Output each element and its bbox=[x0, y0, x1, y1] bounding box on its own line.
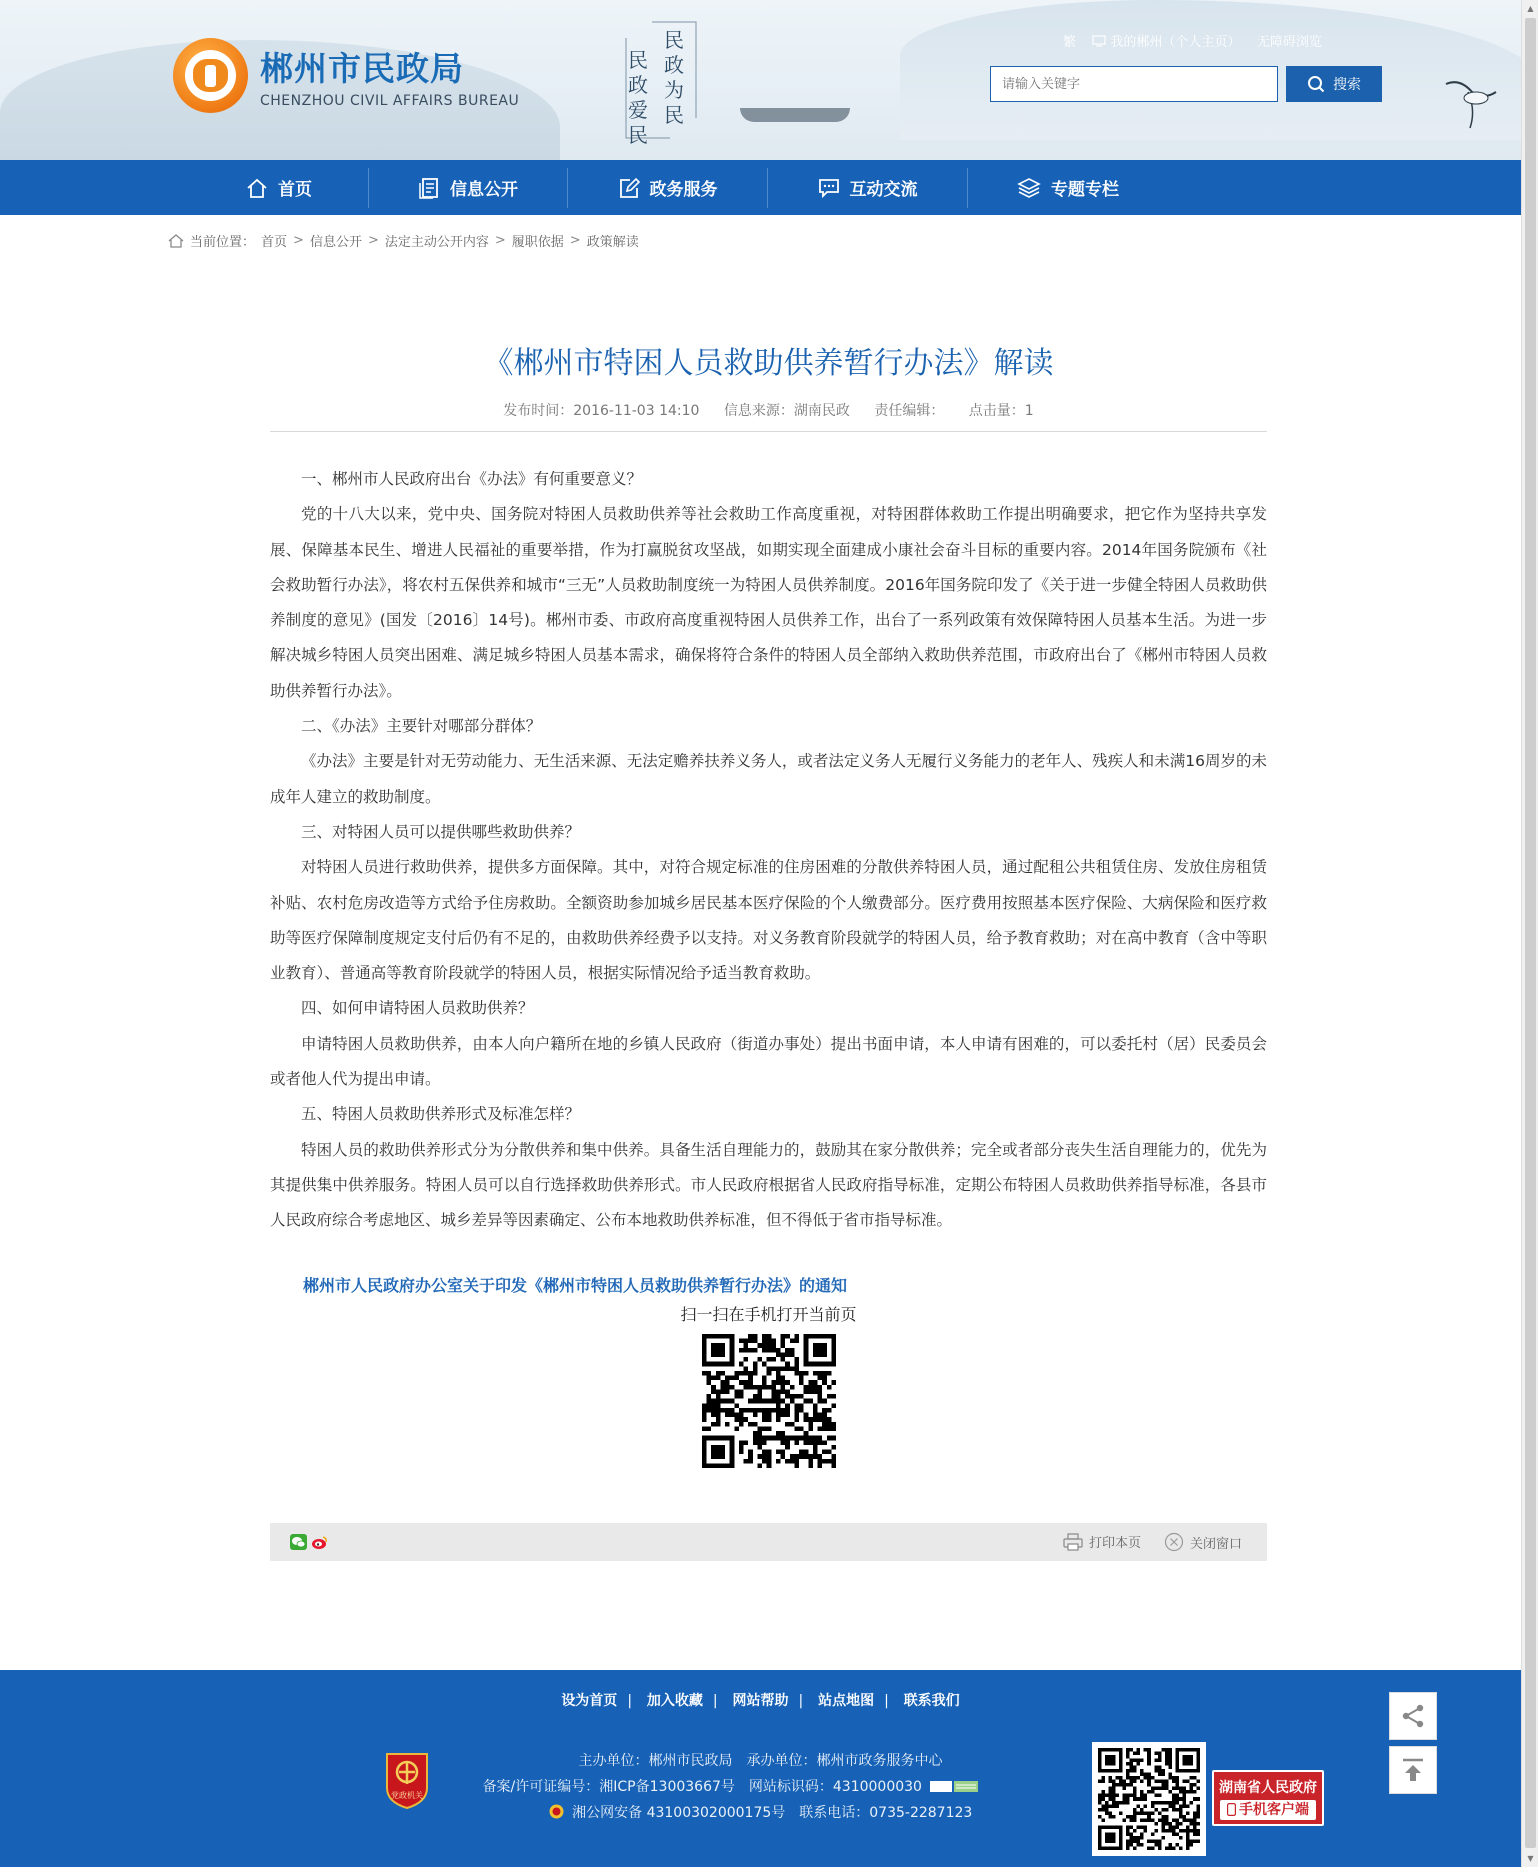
bureau-logo[interactable] bbox=[173, 38, 248, 113]
article-paragraph: 一、郴州市人民政府出台《办法》有何重要意义？ bbox=[301, 470, 643, 488]
close-icon bbox=[1164, 1532, 1184, 1552]
divider bbox=[270, 431, 1267, 432]
document-icon bbox=[418, 177, 440, 199]
breadcrumb-statutory-content[interactable]: 法定主动公开内容 bbox=[384, 235, 489, 250]
breadcrumb-policy-interpretation[interactable]: 政策解读 bbox=[586, 235, 639, 250]
related-notice-link[interactable]: 郴州市人民政府办公室关于印发《郴州市特困人员救助供养暂行办法》的通知 bbox=[303, 1276, 848, 1295]
article-paragraph: 四、如何申请特困人员救助供养？ bbox=[301, 999, 534, 1018]
nav-info-disclosure[interactable] bbox=[369, 160, 567, 215]
breadcrumb-separator: > bbox=[494, 233, 506, 248]
nav-government-services[interactable] bbox=[568, 160, 767, 215]
search-box bbox=[990, 66, 1278, 102]
responsible-editor: 责任编辑： bbox=[874, 403, 945, 419]
page-qr-code bbox=[702, 1334, 836, 1468]
info-source: 信息来源：湖南民政 bbox=[723, 403, 850, 419]
nav-special-topics[interactable] bbox=[968, 160, 1168, 215]
police-emblem-icon bbox=[549, 1804, 564, 1819]
mobile-phone-icon bbox=[1227, 1803, 1236, 1816]
share-icons bbox=[290, 1534, 328, 1550]
article-paragraph: 二、《办法》主要针对哪部分群体？ bbox=[301, 717, 542, 736]
article-body bbox=[270, 462, 1267, 1239]
home-icon bbox=[246, 177, 268, 199]
site-id-badge-icon bbox=[930, 1781, 978, 1792]
print-page-button[interactable] bbox=[1063, 1532, 1141, 1551]
home-icon bbox=[168, 233, 184, 248]
nav-home[interactable] bbox=[190, 160, 368, 215]
close-window-button[interactable] bbox=[1164, 1532, 1242, 1552]
scroll-thumb[interactable] bbox=[1525, 18, 1536, 1848]
nav-label: 政务服务 bbox=[649, 180, 718, 200]
sitemap-link[interactable]: 站点地图 bbox=[818, 1693, 875, 1709]
footer-links: 设为首页 | 加入收藏 | 网站帮助 | 站点地图 | 联系我们 bbox=[561, 1693, 960, 1709]
back-to-top-icon bbox=[1400, 1757, 1426, 1783]
breadcrumb-label: 当前位置： bbox=[190, 235, 256, 250]
breadcrumb-separator: > bbox=[367, 233, 379, 248]
site-header bbox=[0, 0, 1521, 160]
wechat-share-icon[interactable] bbox=[290, 1534, 307, 1550]
scroll-down-arrow[interactable]: ▼ bbox=[1527, 1854, 1534, 1863]
site-name-en: CHENZHOU CIVIL AFFAIRS BUREAU bbox=[260, 93, 520, 109]
vertical-scrollbar[interactable] bbox=[1521, 0, 1538, 1867]
scroll-up-arrow[interactable]: ▲ bbox=[1527, 4, 1534, 13]
contact-us-link[interactable]: 联系我们 bbox=[903, 1693, 960, 1709]
breadcrumb-separator: > bbox=[293, 233, 304, 248]
search-button[interactable] bbox=[1286, 66, 1382, 102]
article-paragraph: 特困人员的救助供养形式分为分散供养和集中供养。具备生活自理能力的，鼓励其在家分散供养；完全或者部分丧失生活自理能力的，优先为其提供集中供养服务。特困人员可以自行选择救助供养形式。市人民政府根据省人民政府指导标准，定期公布特困人员救助供养指导标准，各县市人民政府综合考虑地区、城乡差异等因素确定、公布本地救助供养标准，但不得低于省市指导标准。 bbox=[270, 1140, 1267, 1230]
monitor-icon bbox=[1092, 35, 1110, 50]
traditional-chinese-link[interactable]: 繁 bbox=[1063, 35, 1077, 50]
article-paragraph: 党的十八大以来，党中央、国务院对特困人员救助供养等社会救助工作高度重视，对特困群体救助工作提出明确要求，把它作为坚持共享发展、保障基本民生、增进人民福祉的重要举措，作为打赢脱贫攻坚战，如期实现全面建成小康社会奋斗目标的重要内容。2014年国务院颁布《社会救助暂行办法》，将农村五保供养和城市“三无”人员救助制度统一为特困人员供养制度。2016年国务院印发了《关于进一步健全特困人员救助供养制度的意见》(国发〔2016〕14号)。郴州市委、市政府高度重视特困人员供养工作，出台了一系列政策有效保障特困人员基本生活。为进一步解决城乡特困人员突出困难、满足城乡特困人员基本需求，确保将符合条件的特困人员全部纳入救助供养范围，市政府出台了《郴州市特困人员救助供养暂行办法》。 bbox=[270, 505, 1267, 700]
breadcrumb-info-disclosure[interactable]: 信息公开 bbox=[309, 235, 362, 250]
weibo-share-icon[interactable] bbox=[311, 1534, 328, 1550]
hunan-gov-app-badge[interactable] bbox=[1212, 1770, 1324, 1826]
nav-interaction[interactable] bbox=[768, 160, 967, 215]
police-record-text: 湘公网安备 43100302000175号 联系电话：0735-2287123 bbox=[572, 1805, 973, 1821]
close-window-label: 关闭窗口 bbox=[1190, 1536, 1243, 1552]
footer-sponsor: 主办单位：郴州市民政局 承办单位：郴州市政务服务中心 bbox=[578, 1753, 943, 1769]
article-paragraph: 《办法》主要是针对无劳动能力、无生活来源、无法定赡养扶养义务人，或者法定义务人无履行义务能力的老年人、残疾人和未满16周岁的未成年人建立的救助制度。 bbox=[270, 752, 1267, 806]
search-button-label: 搜索 bbox=[1333, 77, 1361, 93]
main-nav bbox=[0, 160, 1521, 215]
site-help-link[interactable]: 网站帮助 bbox=[732, 1693, 789, 1709]
breadcrumb-home[interactable]: 首页 bbox=[261, 235, 288, 250]
view-count: 点击量：1 bbox=[968, 403, 1034, 419]
nav-label: 专题专栏 bbox=[1051, 180, 1119, 200]
breadcrumb-duty-basis[interactable]: 履职依据 bbox=[511, 235, 564, 250]
nav-label: 信息公开 bbox=[450, 180, 518, 200]
publish-time: 发布时间：2016-11-03 14:10 bbox=[503, 403, 700, 419]
article-title: 《郴州市特困人员救助供养暂行办法》解读 bbox=[483, 346, 1054, 381]
search-input[interactable] bbox=[991, 67, 1278, 101]
icp-text: 备案/许可证编号：湘ICP备13003667号 网站标识码：4310000030 bbox=[482, 1779, 922, 1795]
boat-decoration bbox=[740, 108, 850, 122]
accessibility-link[interactable]: 无障碍浏览 bbox=[1256, 35, 1322, 50]
share-float-button[interactable] bbox=[1389, 1692, 1437, 1740]
layers-icon bbox=[1017, 177, 1041, 199]
slogan-line-1: 民政为民 bbox=[664, 28, 684, 127]
top-links: 繁 | 我的郴州（个人主页） | 无障碍浏览 bbox=[1063, 31, 1322, 50]
party-badge-label: 党政机关 bbox=[391, 1791, 423, 1800]
nav-label: 首页 bbox=[278, 180, 312, 200]
article-paragraph: 对特困人员进行救助供养，提供多方面保障。其中，对符合规定标准的住房困难的分散供养特困人员，通过配租公共租赁住房、发放住房租赁补贴、农村危房改造等方式给予住房救助。全额资助参加城乡居民基本医疗保险的个人缴费部分。医疗费用按照基本医疗保险、大病保险和医疗救助等医疗保障制度规定支付后仍有不足的，由救助供养经费予以支持。对义务教育阶段就学的特困人员，给予教育救助；对在高中教育（含中等职业教育）、普通高等教育阶段就学的特困人员，根据实际情况给予适当教育救助。 bbox=[270, 858, 1267, 983]
app-badge-title: 湖南省人民政府 bbox=[1219, 1780, 1317, 1796]
calligraphy-slogan bbox=[622, 18, 700, 147]
chat-icon bbox=[818, 177, 840, 199]
share-bar bbox=[270, 1523, 1267, 1561]
set-homepage-link[interactable]: 设为首页 bbox=[561, 1693, 618, 1709]
site-name[interactable]: 郴州市民政局 bbox=[260, 49, 464, 88]
edit-icon bbox=[618, 177, 640, 199]
article-paragraph: 申请特困人员救助供养，由本人向户籍所在地的乡镇人民政府（街道办事处）提出书面申请，本人申请有困难的，可以委托村（居）民委员会或者他人代为提出申请。 bbox=[270, 1034, 1267, 1089]
slogan-line-2: 民政爱民 bbox=[628, 48, 648, 147]
breadcrumb bbox=[168, 231, 639, 250]
crane-decoration bbox=[1440, 70, 1500, 130]
article-paragraph: 五、特困人员救助供养形式及标准怎样？ bbox=[301, 1105, 581, 1124]
print-page-label: 打印本页 bbox=[1089, 1536, 1142, 1551]
site-footer bbox=[0, 1670, 1521, 1867]
back-to-top-button[interactable] bbox=[1389, 1746, 1437, 1794]
app-qr-code bbox=[1092, 1742, 1206, 1856]
printer-icon bbox=[1063, 1533, 1083, 1551]
add-favorite-link[interactable]: 加入收藏 bbox=[646, 1693, 703, 1709]
my-chenzhou-link[interactable]: 我的郴州（个人主页） bbox=[1110, 35, 1241, 50]
app-badge-subtitle-text: 手机客户端 bbox=[1239, 1802, 1309, 1818]
app-badge-subtitle bbox=[1220, 1800, 1316, 1820]
article-paragraph: 三、对特困人员可以提供哪些救助供养？ bbox=[301, 822, 581, 841]
scan-qr-caption: 扫一扫在手机打开当前页 bbox=[680, 1305, 857, 1324]
nav-label: 互动交流 bbox=[849, 180, 918, 200]
article-meta bbox=[270, 400, 1267, 420]
breadcrumb-separator: > bbox=[569, 233, 581, 248]
share-icon bbox=[1400, 1703, 1426, 1729]
search-icon bbox=[1307, 75, 1325, 93]
app-qr-code-image bbox=[1098, 1748, 1200, 1850]
